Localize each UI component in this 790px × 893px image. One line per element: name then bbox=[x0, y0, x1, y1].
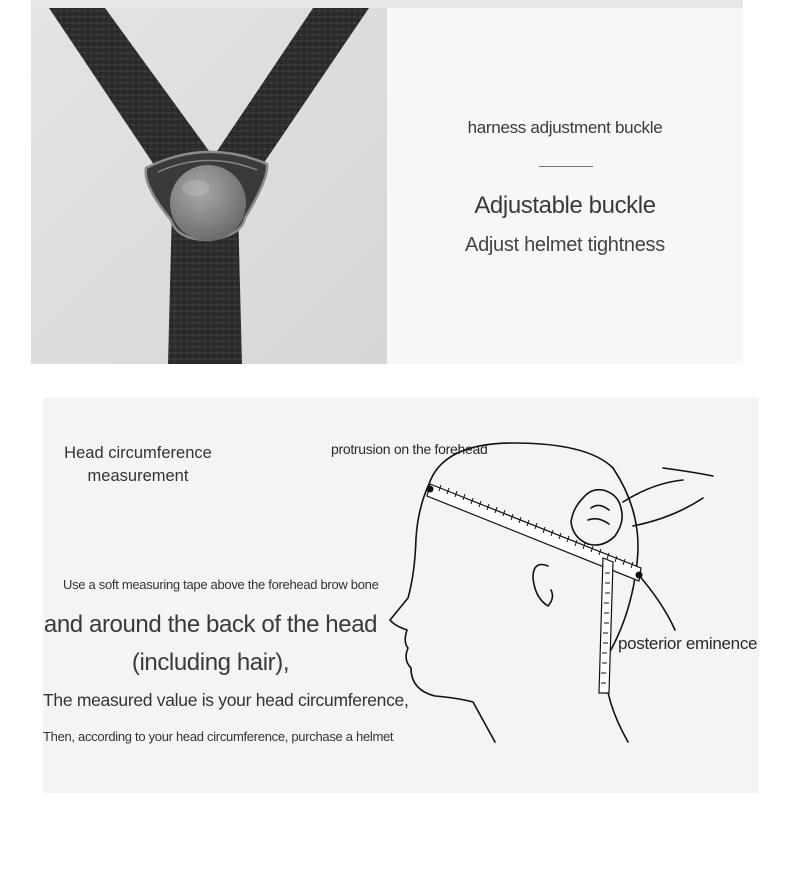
forehead-label: protrusion on the forehead bbox=[331, 441, 488, 457]
harness-caption: harness adjustment buckle bbox=[467, 118, 663, 137]
instruction-line-1: Use a soft measuring tape above the forehead brow bone bbox=[63, 577, 379, 592]
harness-strap-photo bbox=[31, 8, 387, 364]
measurement-panel bbox=[43, 398, 759, 793]
ear bbox=[533, 565, 552, 607]
buckle-button bbox=[170, 165, 246, 241]
instruction-line-4: The measured value is your head circumference, bbox=[43, 690, 409, 710]
hand bbox=[571, 490, 622, 545]
instruction-line-2: and around the back of the head bbox=[43, 611, 378, 638]
caption-divider bbox=[539, 166, 593, 167]
buckle-photo bbox=[31, 8, 387, 364]
buckle-info-panel bbox=[387, 8, 743, 364]
instruction-line-3: (including hair), bbox=[131, 649, 290, 676]
top-strip bbox=[31, 0, 743, 8]
buckle-title: Adjustable buckle bbox=[474, 192, 656, 219]
posterior-eminence-label: posterior eminence bbox=[618, 634, 758, 653]
instruction-line-5: Then, according to your head circumference, purchase a helmet bbox=[43, 729, 394, 744]
head-title-line1: Head circumference bbox=[64, 444, 212, 462]
buckle-subtitle: Adjust helmet tightness bbox=[465, 234, 665, 256]
head-title-line2: measurement bbox=[87, 467, 189, 485]
head-circumference-title bbox=[63, 442, 213, 488]
posterior-pointer bbox=[637, 573, 675, 630]
